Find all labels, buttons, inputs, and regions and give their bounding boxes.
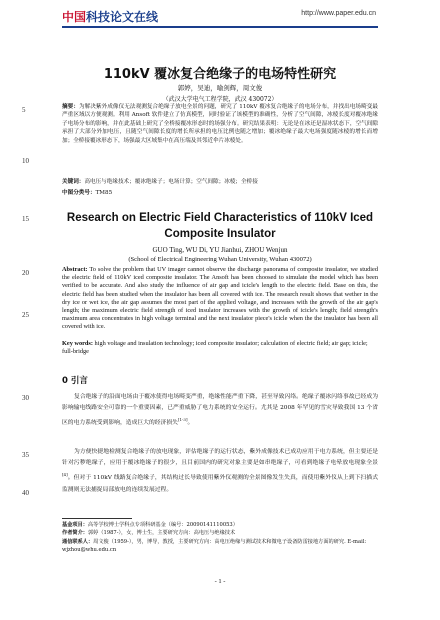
site-logo[interactable] <box>62 8 158 25</box>
footnote-author-text: 郭婷（1987-），女，博士生，主要研究方向：高电压与绝缘技术 <box>87 530 236 537</box>
citation-ref[interactable]: [4] <box>62 472 68 478</box>
line-number: 25 <box>22 311 29 319</box>
body-paragraph-2 <box>62 447 378 496</box>
abstract-cn-label: 摘要： <box>62 104 79 110</box>
citation-ref[interactable]: [1-3] <box>177 417 188 423</box>
footnote-corr-label: 通信联系人： <box>62 538 94 545</box>
affiliation-cn: （武汉大学电气工程学院，武汉 430072） <box>162 96 278 103</box>
line-number: 20 <box>22 269 29 277</box>
title-en-line1: Research on Electric Field Characteristics of 110kV Iced <box>66 212 374 224</box>
line-number: 40 <box>22 489 29 497</box>
footnote-author-label: 作者简介： <box>62 530 88 537</box>
classification-cn-text: TM85 <box>95 190 113 196</box>
header-rule <box>62 26 378 28</box>
footnote-author <box>62 529 378 537</box>
affiliation-en: (School of Electrical Engineering Wuhan University, Wuhan 430072) <box>128 256 312 263</box>
body-p1-end: 。 <box>187 420 194 427</box>
keywords-en-label: Key words: <box>62 340 93 347</box>
body-p1-text: 复合绝缘子的沿面电场由于覆冰使得电场畸变严重，绝缘性能严重下降，甚至导致闪络。绝缘子覆冰闪络事故已经成为影响输电线路安全可靠的一个重要因素，已严重威胁了电力系统的安全运行。尤其是 2008 年罕见的雪灾导致我国 13 个省区的电力系统受到影响，造成巨大的经济损失 <box>62 394 378 427</box>
body-paragraph-1 <box>62 392 378 430</box>
abstract-en <box>62 266 378 332</box>
logo-part-china: 中国 <box>62 10 87 24</box>
line-number: 30 <box>22 394 29 402</box>
line-number: 35 <box>22 451 29 459</box>
footnote-rule <box>62 518 132 519</box>
line-number: 5 <box>22 106 26 114</box>
logo-part-name: 科技论文在线 <box>86 10 159 24</box>
abstract-cn <box>62 103 378 145</box>
keywords-cn-text: 高电压与绝缘技术；覆冰绝缘子；电场计算；空气间隙；冰棱；全桥接 <box>84 179 258 185</box>
authors-en: GUO Ting, WU Di, YU Jianhui, ZHOU Wenjun <box>152 246 288 254</box>
footnote-fund <box>62 521 378 529</box>
footnote-fund-text: 高等学校博士学科点专项科研基金（编号：20090141110053） <box>87 522 238 528</box>
title-en-line2: Composite Insulator <box>164 228 276 240</box>
footnote-fund-label: 基金项目： <box>62 522 88 528</box>
page-number: - 1 - <box>214 578 226 585</box>
line-number: 10 <box>22 157 29 165</box>
body-p2-end: 。但对于 110kV 线路复合绝缘子，其结构过长导致使用紫外仪观测的全景图像发生失真，而使用紫外仪从上到下扫描式监测则无法捕捉局部放电的连续发展过程。 <box>62 475 378 493</box>
site-url[interactable]: http://www.paper.edu.cn <box>301 10 376 17</box>
abstract-en-text: To solve the problem that UV imager cannot observe the discharge panorama of composite insulator, we studied the electric field of 110kV iced composite insulator. The Ansoft has been choosed to simulate the model which has been verified to be accurate. And also study the influence of air gap and icicle's length to the electric field. Base on this, the electric field has been studied when the insulator has been all covered with ice. The research result shows that wether in the dry ice or wet ice, the air gap assumes the most part of the applied voltage, and increases with the growth of the air gap's length; the maximum electric field strength of iced insulator increases with the growth of icicle's length; field strength's maximum area concentrates in high voltage terminal and the next insulator piece's icicle when the the insulator has been all covered with ice. <box>62 266 378 331</box>
title-cn: 110kV 覆冰复合绝缘子的电场特性研究 <box>103 67 337 82</box>
authors-cn: 郭婷，吴迪，喻剑辉，周文俊 <box>177 84 263 92</box>
footnote-corr-text: 周文俊（1959-），男，博导，教授，主要研究方向：高电压绝缘与测试技术和微电子设备防雷接地方面的研究. E-mail: wjzhou@whu.edu.cn <box>62 538 367 554</box>
section-heading: 0 引言 <box>62 376 88 386</box>
body-p2-text: 为方便快捷地检测复合绝缘子的放电现象，评估绝缘子的运行状态，紫外成像技术已成功应用于电力系统，但主要还是针对污秽绝缘子，应用于覆冰绝缘子的很少，且目前国内的研究对象主要是如串绝缘子，可看到绝缘子电晕放电现象全景 <box>62 449 378 467</box>
title-en <box>0 210 440 242</box>
line-number: 15 <box>22 215 29 223</box>
classification-cn-label: 中图分类号： <box>62 190 96 196</box>
keywords-cn <box>62 178 378 186</box>
keywords-en-text: high voltage and insulation technology; iced composite insulator; calculation of electric field; air gap; icicle; full-bridge <box>62 340 368 356</box>
page-header <box>0 0 440 42</box>
classification-cn <box>62 188 112 196</box>
abstract-en-label: Abstract: <box>62 266 88 273</box>
keywords-en <box>62 340 378 356</box>
keywords-cn-label: 关键词： <box>62 179 85 185</box>
abstract-cn-text: 为解决紫外成像仪无法观测复合绝缘子放电全景的问题，研究了 110kV 覆冰复合绝缘子的电场分布，并找出电场畸变最严重区域以方便观测。利用 Ansoft 软件建立了仿真模型，同时验证了该模型的准确性，分析了空气间隙，冰棱长度对覆冰绝缘子电场分布的影响，并在此基础上研究了全桥接覆冰形态时的场强分布。研究结果表明：无论是在冰还是湿冰状态下，空气间隙承担了大部分外加电压，且随空气间隙长度的增长所承担的电压比例也随之增加；覆冰绝缘子最大电场强度随冰棱的增长而增加；全桥接覆冰形态下，场强最大区域集中在高压端及其邻近伞片冰棱处。 <box>62 104 378 144</box>
footnote-correspondent <box>62 538 378 555</box>
footnotes <box>62 521 378 555</box>
